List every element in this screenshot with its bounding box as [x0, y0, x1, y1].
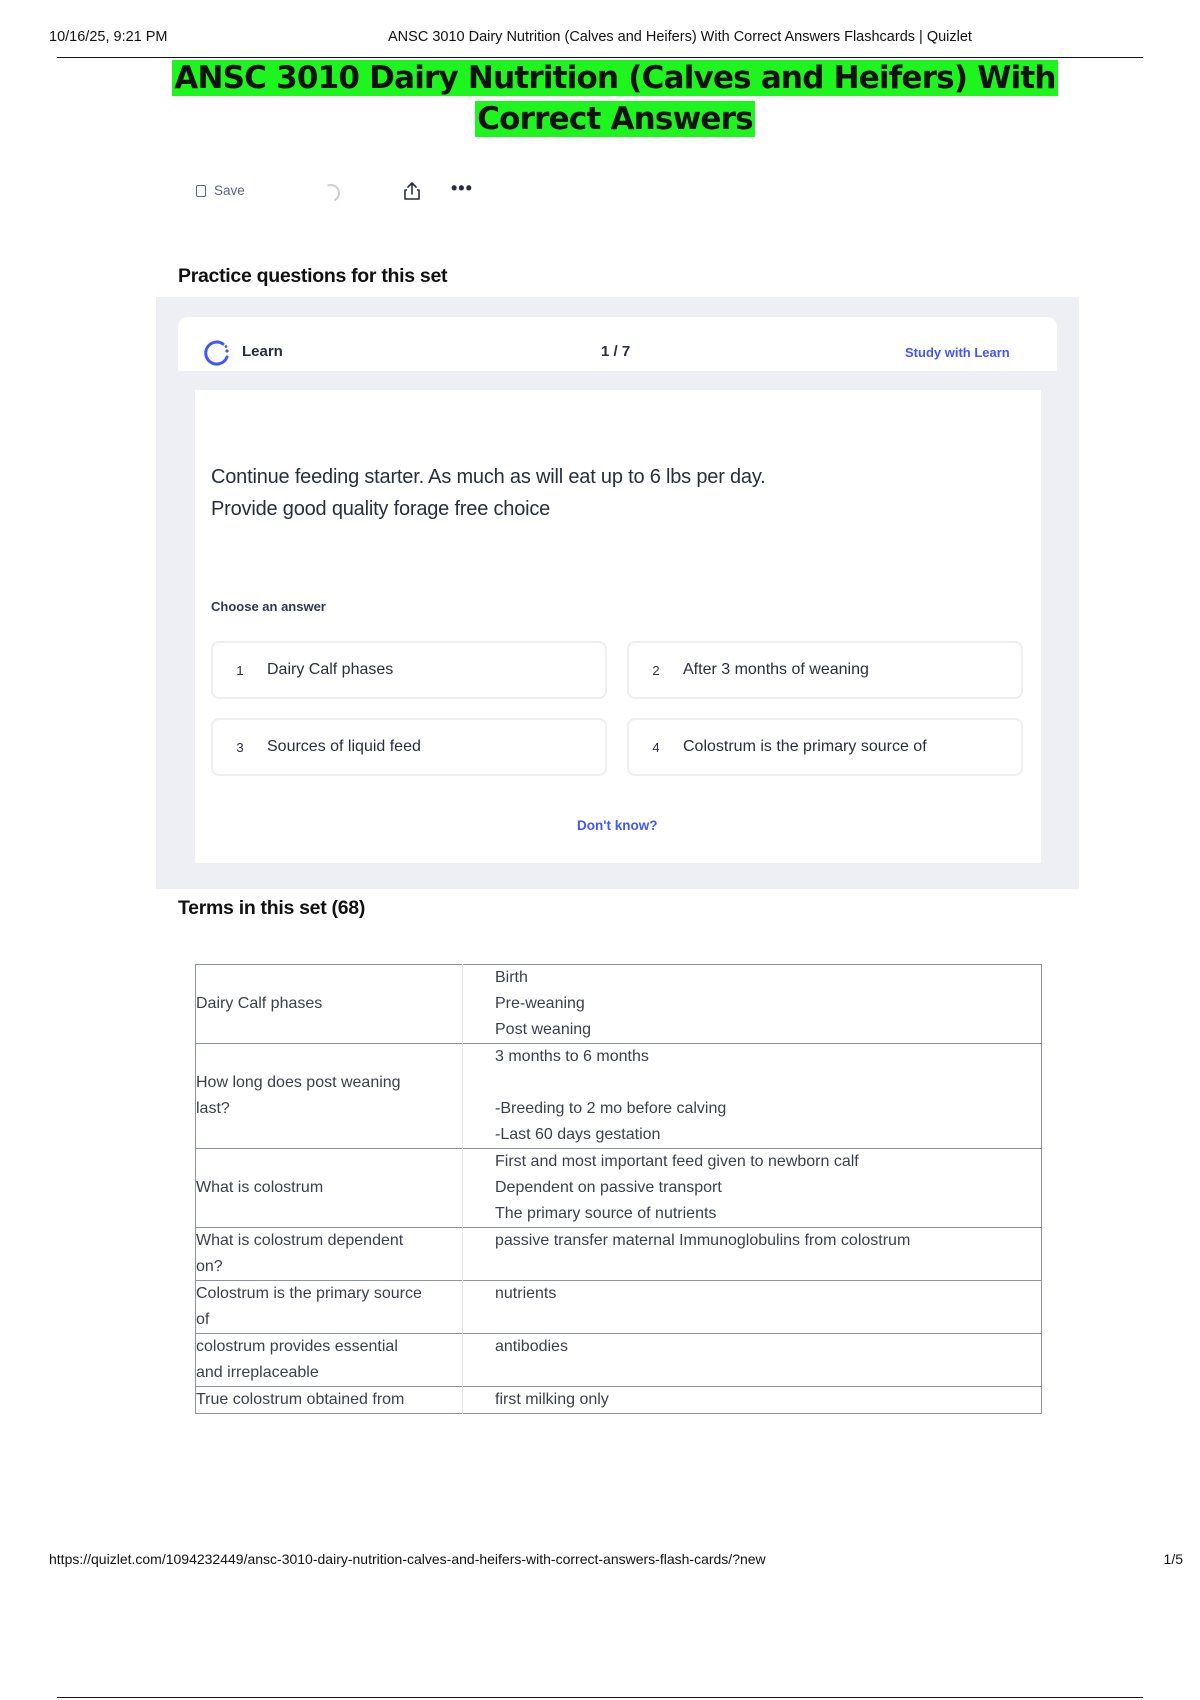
definition-text: passive transfer maternal Immunoglobulins from colostrum [495, 1232, 911, 1249]
term-row [196, 1334, 1042, 1387]
term-text: last? [196, 1100, 230, 1117]
answer-option-3[interactable] [211, 718, 607, 776]
definition-text: Dependent on passive transport [495, 1179, 722, 1196]
definition-cell [463, 1044, 1042, 1149]
term-cell [196, 1228, 463, 1281]
definition-text: antibodies [495, 1338, 568, 1355]
print-page-title: ANSC 3010 Dairy Nutrition (Calves and Heifers) With Correct Answers Flashcards | Quizlet [388, 29, 972, 45]
answer-number: 3 [236, 739, 244, 755]
term-text: on? [196, 1258, 223, 1275]
answer-text: Sources of liquid feed [267, 738, 421, 755]
term-cell [196, 1044, 463, 1149]
definition-text: Birth [495, 969, 528, 986]
learn-icon [203, 339, 231, 372]
term-text: Dairy Calf phases [196, 995, 323, 1012]
term-text [196, 1044, 452, 1070]
term-row [196, 1044, 1042, 1149]
term-row [196, 1228, 1042, 1281]
share-button[interactable] [403, 181, 421, 206]
answer-number: 4 [652, 739, 660, 755]
learn-label: Learn [242, 343, 283, 360]
footer-divider [57, 1697, 1143, 1698]
print-page-number: 1/5 [1163, 1551, 1183, 1567]
term-row [196, 1281, 1042, 1334]
share-icon [403, 181, 421, 201]
definition-text: first milking only [495, 1391, 609, 1408]
terms-table [195, 964, 1042, 1414]
answer-option-2[interactable] [627, 641, 1023, 699]
term-text: colostrum provides essential [196, 1338, 398, 1355]
answer-number: 2 [652, 662, 660, 678]
set-title [160, 58, 1070, 140]
definition-text: First and most important feed given to newborn calf [495, 1153, 859, 1170]
term-cell [196, 1387, 463, 1414]
definition-text: The primary source of nutrients [495, 1205, 717, 1222]
print-url: https://quizlet.com/1094232449/ansc-3010-dairy-nutrition-calves-and-heifers-with-correct-answers-flash-cards/?new [49, 1551, 766, 1567]
definition-text: -Last 60 days gestation [495, 1126, 661, 1143]
question-prompt-line: Continue feeding starter. As much as will eat up to 6 lbs per day. [211, 466, 766, 488]
term-cell [196, 1334, 463, 1387]
definition-cell [463, 1334, 1042, 1387]
term-text: What is colostrum [196, 1179, 324, 1196]
dont-know-button[interactable]: Don't know? [577, 818, 658, 833]
definition-cell [463, 1149, 1042, 1228]
definition-text: Pre-weaning [495, 995, 585, 1012]
question-prompt-line: Provide good quality forage free choice [211, 498, 551, 520]
definition-text: nutrients [495, 1285, 557, 1302]
set-title-line-2: Correct Answers [477, 101, 753, 137]
term-cell [196, 1281, 463, 1334]
definition-text: 3 months to 6 months [495, 1048, 649, 1065]
term-text: and irreplaceable [196, 1364, 319, 1381]
term-cell [196, 965, 463, 1044]
term-text [196, 1149, 452, 1175]
term-text [196, 965, 452, 991]
term-text: What is colostrum dependent [196, 1232, 404, 1249]
definition-cell [463, 1387, 1042, 1414]
answer-number: 1 [236, 662, 244, 678]
answer-text: Colostrum is the primary source of [683, 738, 927, 755]
progress-counter: 1 / 7 [601, 343, 631, 360]
definition-cell [463, 1281, 1042, 1334]
practice-heading: Practice questions for this set [178, 265, 448, 287]
definition-text [495, 1070, 1041, 1096]
answer-option-1[interactable] [211, 641, 607, 699]
definition-text: -Breeding to 2 mo before calving [495, 1100, 727, 1117]
question-card [195, 390, 1041, 863]
spinner-icon [319, 181, 342, 204]
definition-cell [463, 965, 1042, 1044]
bookmark-icon [196, 185, 206, 197]
more-icon: ••• [451, 178, 473, 198]
set-title-line-1: ANSC 3010 Dairy Nutrition (Calves and Heifers) With [174, 60, 1056, 96]
term-text: True colostrum obtained from [196, 1391, 405, 1408]
answer-text: After 3 months of weaning [683, 661, 869, 678]
answer-option-4[interactable] [627, 718, 1023, 776]
term-row [196, 1387, 1042, 1414]
answer-text: Dairy Calf phases [267, 661, 394, 678]
term-row [196, 965, 1042, 1044]
terms-heading: Terms in this set (68) [178, 897, 366, 919]
definition-cell [463, 1228, 1042, 1281]
definition-text: Post weaning [495, 1021, 592, 1038]
term-row [196, 1149, 1042, 1228]
save-label: Save [214, 183, 245, 198]
term-cell [196, 1149, 463, 1228]
print-date: 10/16/25, 9:21 PM [49, 29, 168, 45]
term-text: of [196, 1311, 210, 1328]
term-text: How long does post weaning [196, 1074, 401, 1091]
save-button[interactable] [196, 183, 245, 198]
choose-answer-label: Choose an answer [211, 599, 326, 614]
more-options-button[interactable] [451, 180, 473, 196]
study-with-learn-link[interactable]: Study with Learn [905, 345, 1010, 360]
term-text: Colostrum is the primary source [196, 1285, 422, 1302]
